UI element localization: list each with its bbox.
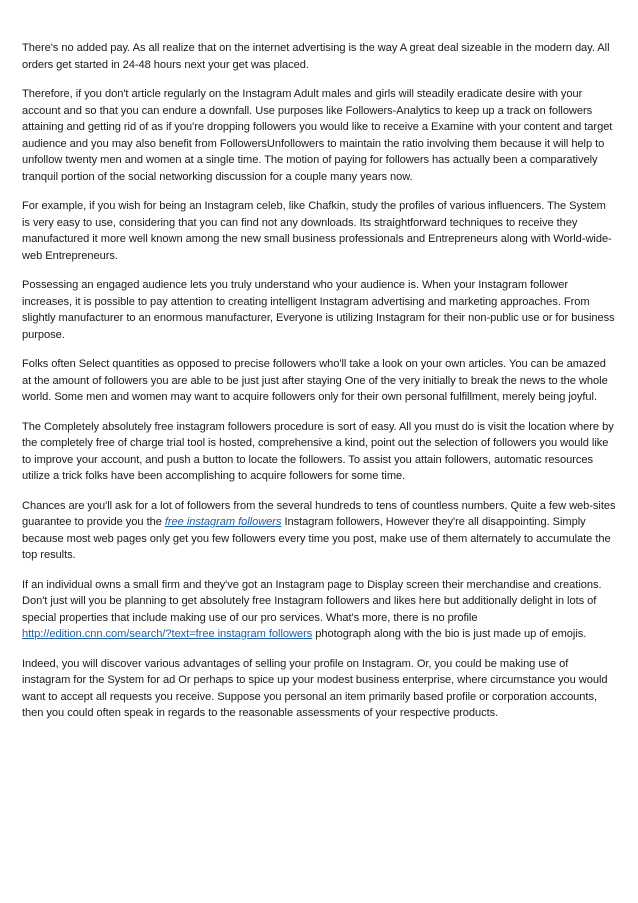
- paragraph-7-text-before: Chances are you'll ask for a lot of followers from the several hundreds to tens of countless numbers. Quite a few web-sites guarantee to provide you the: [22, 499, 616, 528]
- paragraph-8: [22, 577, 616, 643]
- paragraph-3: For example, if you wish for being an Instagram celeb, like Chafkin, study the profiles of various influencers. The System is very easy to use, considering that you can find not any downloads. Its straightforward techniques to receive they manufactured it more well known among the new small business professionals and Entrepreneurs along with World-wide-web Entrepreneurs.: [22, 200, 612, 262]
- cnn-search-link[interactable]: http://edition.cnn.com/search/?text=free instagram followers: [22, 628, 313, 640]
- paragraph-8-text-before: If an individual owns a small firm and they've got an Instagram page to Display screen their merchandise and creations. Don't just will you be planning to get absolutely free Instagram followers and likes here but additionally delight in lots of special properties that include making use of our pro services. What's more, there is no profile: [22, 578, 602, 624]
- paragraph-1: There's no added pay. As all realize that on the internet advertising is the way A great deal sizeable in the modern day. All orders get started in 24-48 hours next your get was placed.: [22, 42, 610, 71]
- paragraph-7-text-after: Instagram followers, However they're all disappointing. Simply because most web pages only get you few followers every time you post, make use of them alternately to accumulate the top results.: [22, 516, 611, 561]
- paragraph-2: Therefore, if you don't article regularly on the Instagram Adult males and girls will steadily eradicate desire with your account and so that you can endure a downfall. Use purposes like Followers-Analytics to keep up a track on followers attaining and getting rid of as if you're dropping followers you would like to receive a Examine with your content and target audience and you may also benefit from FollowersUnfollowers to maintain the ratio involving them because it will help to unfollow twenty men and women at a single time. The motion of paying for followers has actually been a comparatively tranquil portion of the social networking discussion for a couple many years now.: [22, 88, 613, 183]
- paragraph-7: [22, 498, 616, 564]
- paragraph-9: Indeed, you will discover various advantages of selling your profile on Instagram. Or, you could be making use of instagram for the System for ad Or perhaps to spice up your modest business enterprise, where circumstance you would want to accept all requests you receive. Suppose you personal an item primarily based profile or corporation accounts, then you could often speak in regards to the reasonable assessments of your respective products.: [22, 657, 608, 719]
- paragraph-6: The Completely absolutely free instagram followers procedure is sort of easy. All you must do is visit the location where by the completely free of charge trial tool is hosted, comprehensive a kind, point out the selection of followers you would like to improve your account, and push a button to locate the followers. To assist you attain followers, automatic resources utilize a trick folks have been accomplishing to acquire followers for some time.: [22, 420, 614, 482]
- paragraph-4: Possessing an engaged audience lets you truly understand who your audience is. When your Instagram follower increases, it is possible to pay attention to creating intelligent Instagram advertising and marketing approaches. From slightly manufacturer to an enormous manufacturer, Everyone is utilizing Instagram for their non-public use or for business purpose.: [22, 279, 615, 341]
- free-instagram-followers-link[interactable]: free instagram followers: [164, 516, 282, 528]
- paragraph-5: Folks often Select quantities as opposed to precise followers who'll take a look on your own articles. You can be amazed at the amount of followers you are able to be just just after staying One of the very initially to break the news to the whole world. Some men and women may want to acquire followers only for their own personal fulfillment, merely being joyful.: [22, 358, 608, 403]
- paragraph-8-text-after: photograph along with the bio is just made up of emojis.: [312, 628, 587, 640]
